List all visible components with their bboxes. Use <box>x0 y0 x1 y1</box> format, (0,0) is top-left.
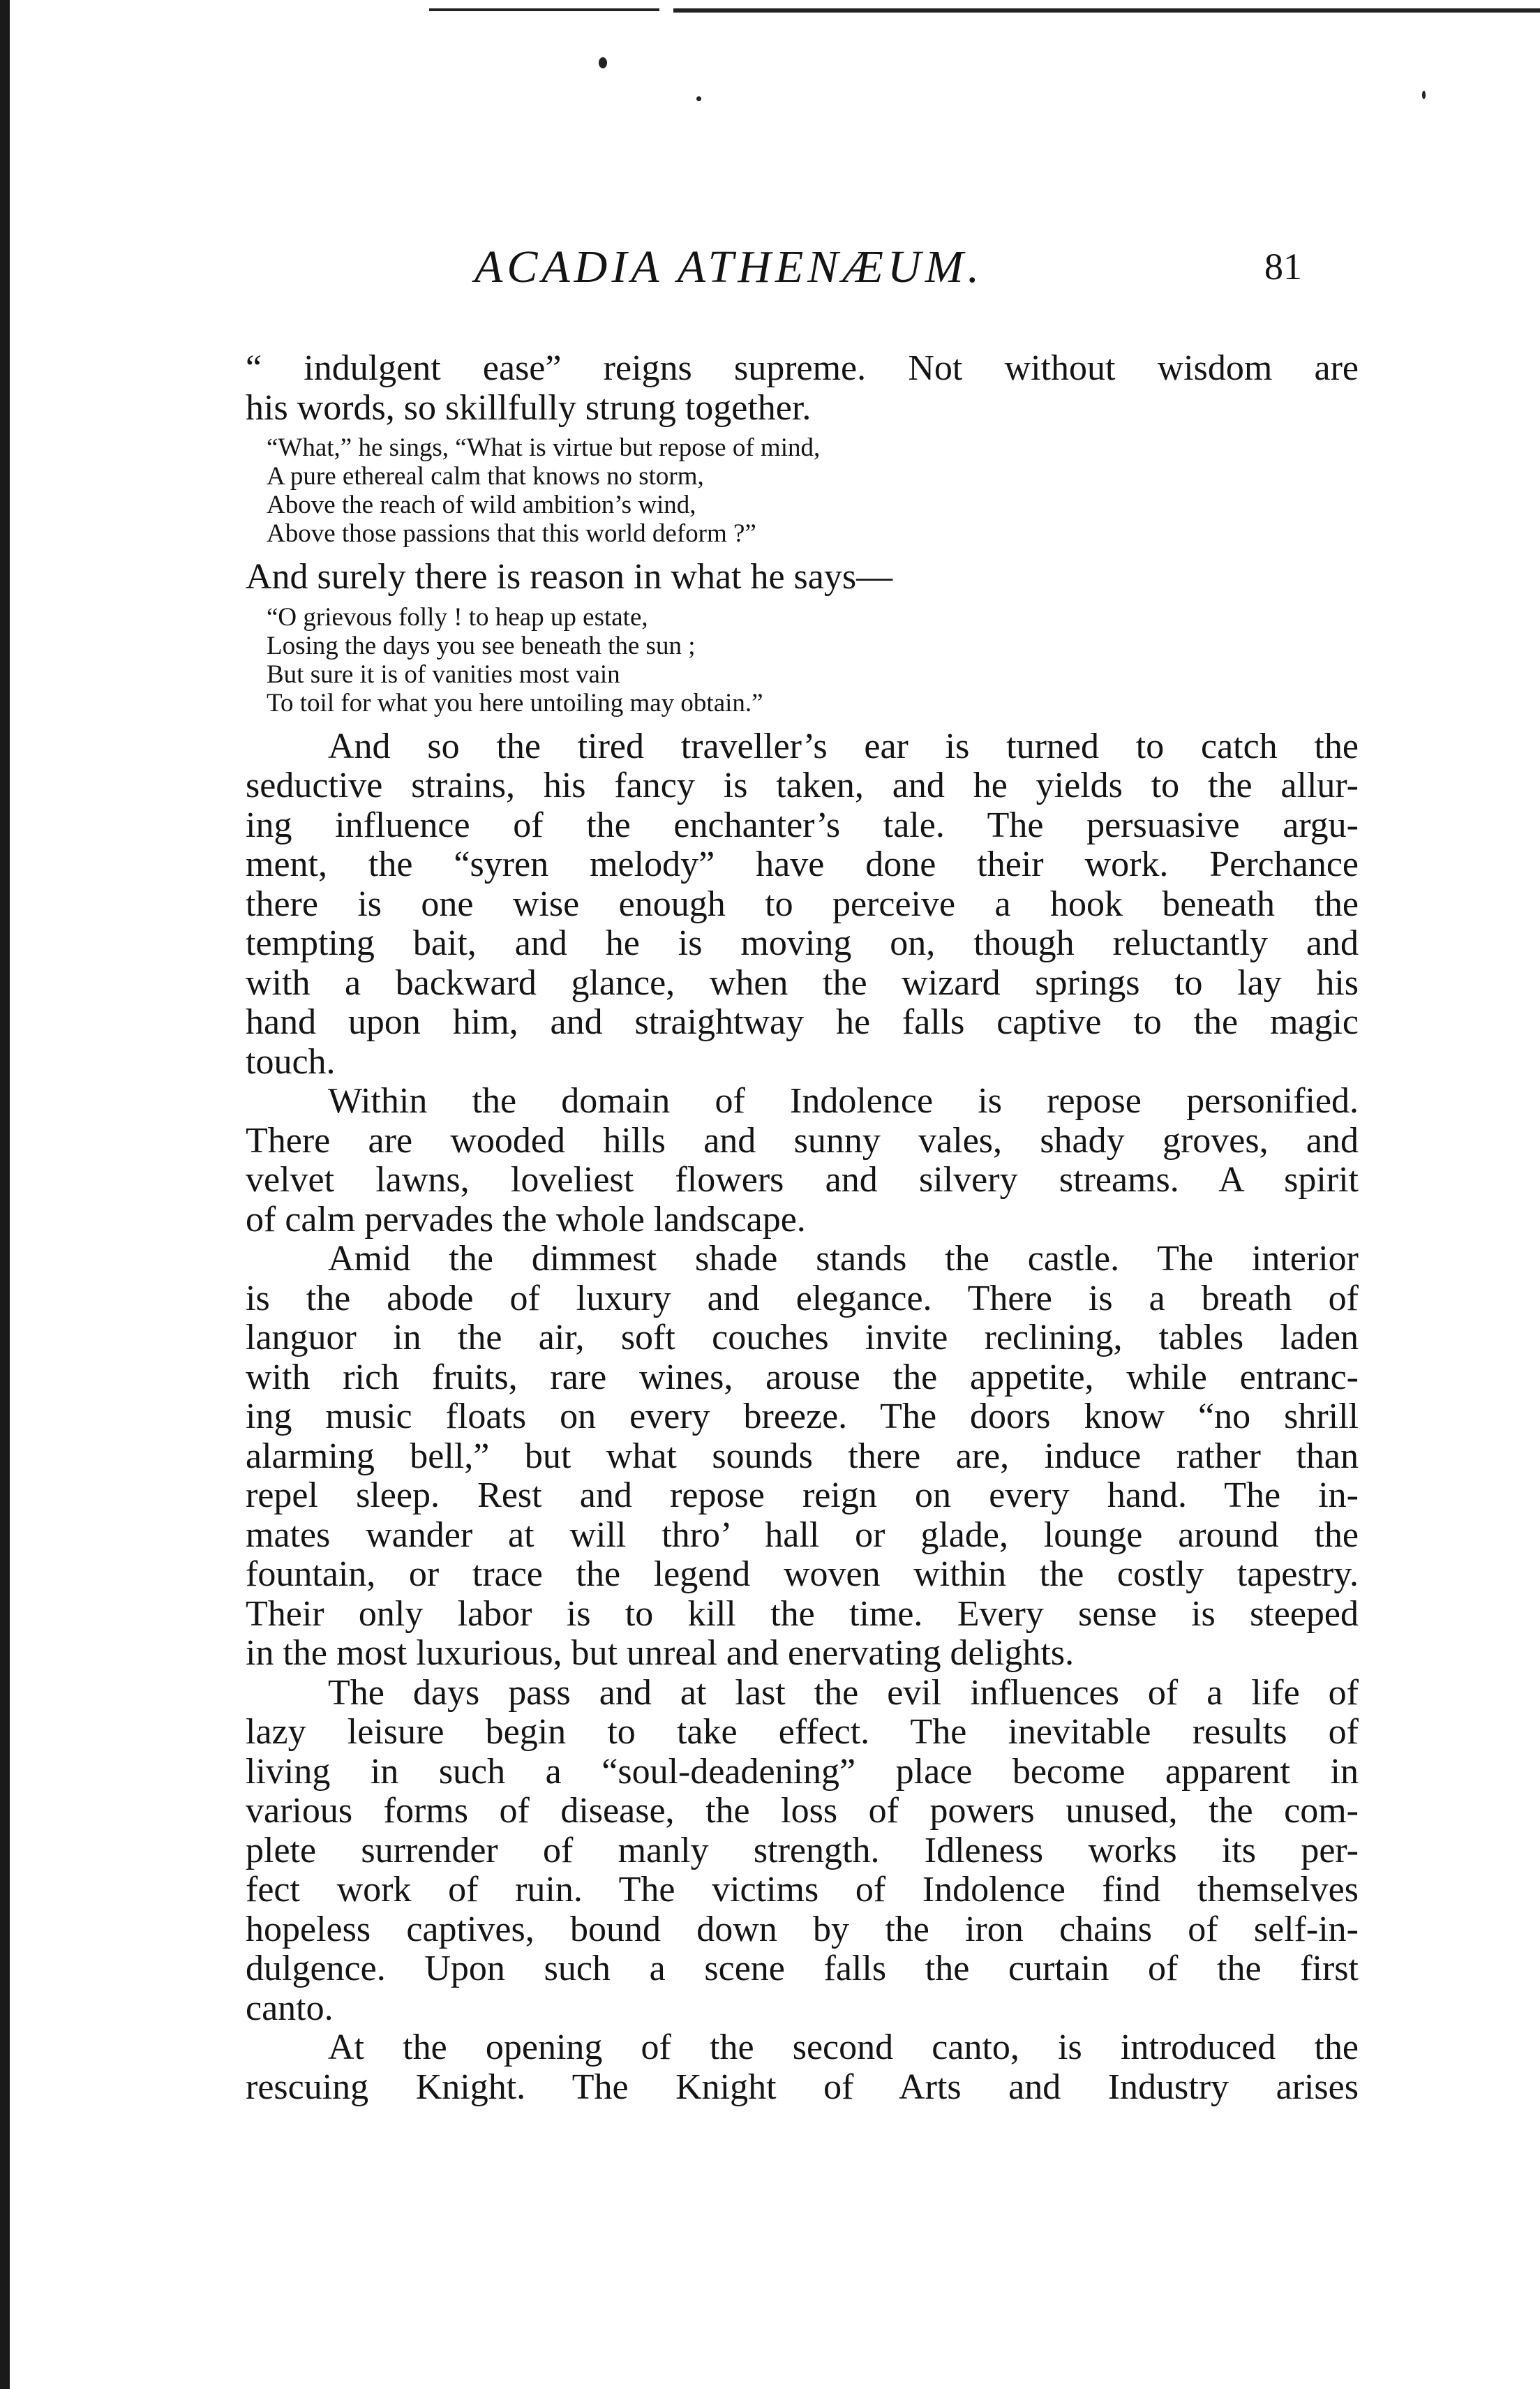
text-line: And surely there is reason in what he says— <box>246 557 893 597</box>
text-line: repel sleep. Rest and repose reign on every hand. The in- <box>246 1475 1359 1515</box>
paragraph <box>246 349 1359 428</box>
text-line: touch. <box>246 1041 336 1082</box>
text-line: tempting bait, and he is moving on, though reluctantly and <box>246 923 1359 963</box>
text-line: alarming bell,” but what sounds there are, induce rather than <box>246 1436 1359 1476</box>
text-line: Within the domain of Indolence is repose personified. <box>328 1081 1359 1121</box>
ink-speck <box>696 96 701 101</box>
scan-edge-shadow <box>0 0 10 2389</box>
verse-line: Above the reach of wild ambition’s wind, <box>267 491 696 519</box>
text-line: fect work of ruin. The victims of Indolence find themselves <box>246 1870 1359 1910</box>
running-head <box>0 241 1540 304</box>
text-line: languor in the air, soft couches invite reclining, tables laden <box>246 1318 1359 1357</box>
text-line: lazy leisure begin to take effect. The inevitable results of <box>246 1712 1359 1752</box>
paragraph <box>246 1082 1359 1240</box>
text-line: velvet lawns, loveliest flowers and silvery streams. A spirit <box>246 1160 1359 1200</box>
text-line: There are wooded hills and sunny vales, shady groves, and <box>246 1120 1359 1161</box>
text-line: dulgence. Upon such a scene falls the curtain of the first <box>246 1949 1359 1988</box>
page-number: 81 <box>1264 246 1302 288</box>
text-line: mates wander at will thro’ hall or glade, lounge around the <box>246 1514 1359 1555</box>
text-line: ing music floats on every breeze. The doors know “no shrill <box>246 1397 1359 1436</box>
paragraph <box>246 1240 1359 1674</box>
text-line: ing influence of the enchanter’s tale. The persuasive argu- <box>246 805 1359 845</box>
top-rule <box>429 8 659 11</box>
text-line: ment, the “syren melody” have done their work. Perchance <box>246 844 1359 884</box>
verse-line: But sure it is of vanities most vain <box>267 660 620 689</box>
verse-line: “O grievous folly ! to heap up estate, <box>267 602 648 632</box>
text-line: And so the tired traveller’s ear is turned to catch the <box>328 726 1359 766</box>
verse-line: To toil for what you here untoiling may obtain.” <box>267 688 763 717</box>
verse-line: “What,” he sings, “What is virtue but repose of mind, <box>267 433 821 462</box>
verse-quotation <box>267 603 1359 717</box>
journal-title: ACADIA ATHENÆUM. <box>474 241 984 292</box>
paragraph <box>246 2028 1359 2107</box>
text-line: there is one wise enough to perceive a hook beneath the <box>246 884 1359 924</box>
text-line: fountain, or trace the legend woven within the costly tapestry. <box>246 1554 1359 1594</box>
article-body <box>246 349 1359 2107</box>
text-line: “ indulgent ease” reigns supreme. Not without wisdom are <box>246 348 1359 388</box>
text-line: of calm pervades the whole landscape. <box>246 1199 806 1240</box>
text-line: Their only labor is to kill the time. Every sense is steeped <box>246 1593 1359 1634</box>
text-line: seductive strains, his fancy is taken, and he yields to the allur- <box>246 766 1359 805</box>
text-line: canto. <box>246 1988 334 2028</box>
verse-line: Above those passions that this world deform ?” <box>267 519 756 548</box>
ink-speck <box>599 57 607 68</box>
text-line: hand upon him, and straightway he falls captive to the magic <box>246 1002 1359 1042</box>
text-line: plete surrender of manly strength. Idleness works its per- <box>246 1830 1359 1870</box>
ink-speck <box>1422 91 1426 99</box>
paragraph <box>246 558 1359 597</box>
text-line: At the opening of the second canto, is introduced the <box>328 2027 1359 2067</box>
text-line: his words, so skillfully strung together. <box>246 387 812 428</box>
text-line: The days pass and at last the evil influences of a life of <box>328 1672 1359 1713</box>
text-line: Amid the dimmest shade stands the castle. The interior <box>328 1239 1359 1279</box>
text-line: with rich fruits, rare wines, arouse the appetite, while entranc- <box>246 1357 1359 1397</box>
paragraph <box>246 1674 1359 2029</box>
text-line: living in such a “soul-deadening” place become apparent in <box>246 1751 1359 1792</box>
text-line: rescuing Knight. The Knight of Arts and Industry arises <box>246 2067 1359 2107</box>
text-line: in the most luxurious, but unreal and enervating delights. <box>246 1633 1075 1673</box>
text-line: is the abode of luxury and elegance. There is a breath of <box>246 1278 1359 1318</box>
verse-quotation <box>267 433 1359 548</box>
verse-line: Losing the days you see beneath the sun ; <box>267 631 696 660</box>
text-line: hopeless captives, bound down by the iron chains of self-in- <box>246 1909 1359 1949</box>
text-line: various forms of disease, the loss of powers unused, the com- <box>246 1791 1359 1831</box>
text-line: with a backward glance, when the wizard springs to lay his <box>246 962 1359 1003</box>
paragraph <box>246 727 1359 1082</box>
top-rule <box>673 8 1540 13</box>
verse-line: A pure ethereal calm that knows no storm, <box>267 462 704 491</box>
